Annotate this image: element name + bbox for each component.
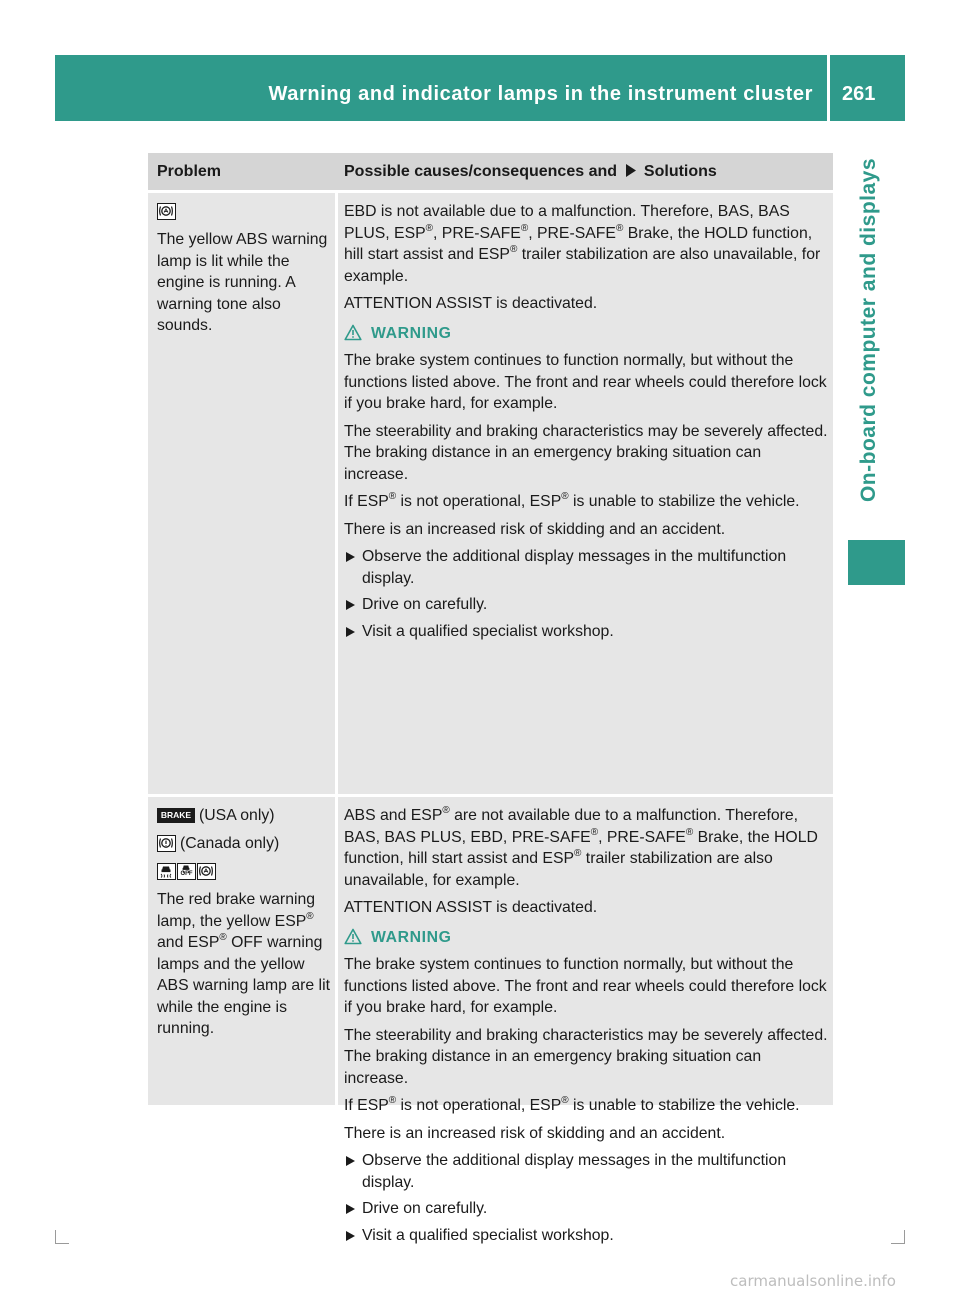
step-arrow-icon [346, 627, 355, 637]
text-span: If ESP [344, 493, 389, 510]
registered-mark: ® [561, 1095, 569, 1106]
col-header-problem: Problem [157, 163, 222, 180]
text-span: , PRE-SAFE [598, 828, 686, 846]
registered-mark: ® [219, 932, 227, 943]
table-row-2-problem [148, 797, 335, 1105]
text-span: Brake, the HOLD function, hill start assist and ESP [344, 224, 813, 263]
registered-mark: ® [306, 910, 314, 922]
crop-mark [904, 1230, 905, 1244]
abs-icon [157, 203, 176, 220]
text-span: The red brake warning lamp, the yellow ESP [157, 891, 316, 930]
warning-triangle-icon [344, 324, 362, 341]
text-span: is unable to stabilize the vehicle. [568, 493, 800, 510]
problem-description [157, 889, 331, 1040]
brake-icon-text: BRAKE [160, 810, 192, 821]
step-arrow-icon [346, 1156, 355, 1166]
crop-mark [891, 1243, 905, 1244]
icon-row [157, 861, 331, 883]
warning-label: WARNING [371, 324, 452, 342]
watermark: carmanualsonline.info [730, 1272, 896, 1290]
text-span: trailer stabilization are also unavailable, for example. [344, 850, 773, 889]
canada-only-label: (Canada only) [180, 835, 280, 852]
warning-text [344, 1095, 829, 1117]
warning-text: The steerability and braking characteristics may be severely affected. The braking distance in an emergency braking situation can increase. [344, 422, 828, 483]
abs-icon [197, 863, 216, 880]
warning-text: The brake system continues to function normally, but without the functions listed above. The front and rear wheels could therefore lock if you brake hard, for example. [344, 352, 827, 412]
crop-mark [55, 1243, 69, 1244]
text-span: Brake, the HOLD function, hill start assist and ESP [344, 828, 818, 867]
warning-text: There is an increased risk of skidding and an accident. [344, 520, 726, 538]
registered-mark: ® [388, 1095, 397, 1106]
action-step [344, 594, 829, 616]
text-span: is not operational, ESP [396, 1097, 562, 1114]
esp-off-icon [177, 863, 196, 880]
text-span: ABS and ESP [344, 807, 443, 824]
usa-only-label: (USA only) [199, 807, 275, 824]
brake-circle-icon [157, 835, 176, 852]
warning-text: The brake system continues to function normally, but without the functions listed above. The front and rear wheels could therefore lock if you brake hard, for example. [344, 956, 827, 1016]
registered-mark: ® [685, 826, 694, 838]
text-span: EBD is not available due to a malfunction. Therefore, BAS, BAS PLUS, ESP [344, 203, 790, 242]
warning-label: WARNING [371, 928, 452, 946]
step-arrow-icon [346, 1204, 355, 1214]
action-step [344, 546, 829, 589]
step-arrow-icon [346, 552, 355, 562]
step-text: Visit a qualified specialist workshop. [362, 1226, 614, 1244]
action-step [344, 621, 829, 643]
text-span: trailer stabilization are also unavailable, for example. [344, 246, 821, 285]
text-span: is unable to stabilize the vehicle. [568, 1097, 800, 1114]
warning-text [344, 491, 829, 513]
table-header [148, 153, 833, 190]
table-row-1-problem [148, 193, 335, 794]
chapter-tab-label: On-board computer and displays [857, 157, 880, 503]
step-text: Drive on carefully. [362, 1200, 488, 1217]
table-row-1-solutions [338, 193, 833, 794]
action-step [344, 1150, 829, 1193]
brake-icon [157, 808, 195, 823]
warning-heading [344, 927, 829, 949]
attention-assist-note: ATTENTION ASSIST is deactivated. [344, 899, 598, 916]
warning-text: There is an increased risk of skidding and an accident. [344, 1124, 726, 1142]
text-span: is not operational, ESP [396, 493, 562, 510]
text-span: and ESP [157, 934, 220, 951]
step-text: Visit a qualified specialist workshop. [362, 622, 614, 640]
step-arrow-icon [346, 600, 355, 610]
chapter-tab-marker [848, 540, 905, 585]
page-header [55, 55, 905, 121]
warning-heading [344, 323, 829, 345]
icon-row [157, 833, 331, 855]
table-row-2-solutions [338, 797, 833, 1244]
warning-lamp-table [148, 153, 833, 1244]
step-text: Observe the additional display messages in the multifunction display. [362, 548, 787, 587]
page-number: 261 [842, 83, 876, 105]
registered-mark: ® [590, 826, 599, 838]
text-span: , PRE-SAFE [528, 224, 616, 242]
warning-text: The steerability and braking characteristics may be severely affected. The braking distance in an emergency braking situation can increase. [344, 1026, 828, 1087]
problem-description: The yellow ABS warning lamp is lit while the engine is running. A warning tone also sounds. [157, 231, 328, 334]
esp-off-icon-text: OFF [180, 871, 193, 878]
step-text: Observe the additional display messages in the multifunction display. [362, 1152, 787, 1191]
attention-assist-note: ATTENTION ASSIST is deactivated. [344, 295, 598, 312]
icon-row [157, 201, 331, 223]
col-header-solutions-text-2: Solutions [643, 163, 717, 180]
action-step [344, 1225, 829, 1247]
crop-mark [55, 1230, 56, 1244]
consequence-paragraph [344, 805, 829, 891]
registered-mark: ® [442, 805, 450, 816]
registered-mark: ® [520, 222, 529, 234]
registered-mark: ® [425, 222, 434, 234]
registered-mark: ® [388, 491, 397, 502]
warning-triangle-icon [344, 928, 362, 945]
registered-mark: ® [561, 491, 569, 502]
col-header-solutions [344, 153, 717, 190]
action-step [344, 1198, 829, 1220]
icon-row [157, 805, 331, 827]
step-arrow-icon [346, 1231, 355, 1241]
page-title: Warning and indicator lamps in the instrument cluster [268, 83, 813, 105]
text-span: If ESP [344, 1097, 389, 1114]
registered-mark: ® [615, 222, 624, 234]
play-arrow-icon [625, 164, 637, 177]
text-span: are not available due to a malfunction. Therefore, BAS, BAS PLUS, EBD, PRE-SAFE [344, 807, 799, 846]
text-span: OFF warning lamps and the yellow ABS warning lamp are lit while the engine is running. [157, 934, 330, 1037]
esp-icon [157, 863, 176, 880]
step-text: Drive on carefully. [362, 596, 488, 613]
consequence-paragraph [344, 201, 829, 287]
registered-mark: ® [574, 848, 582, 859]
text-span: , PRE-SAFE [433, 224, 521, 242]
registered-mark: ® [509, 244, 518, 255]
col-header-solutions-text: Possible causes/consequences and [344, 163, 618, 180]
